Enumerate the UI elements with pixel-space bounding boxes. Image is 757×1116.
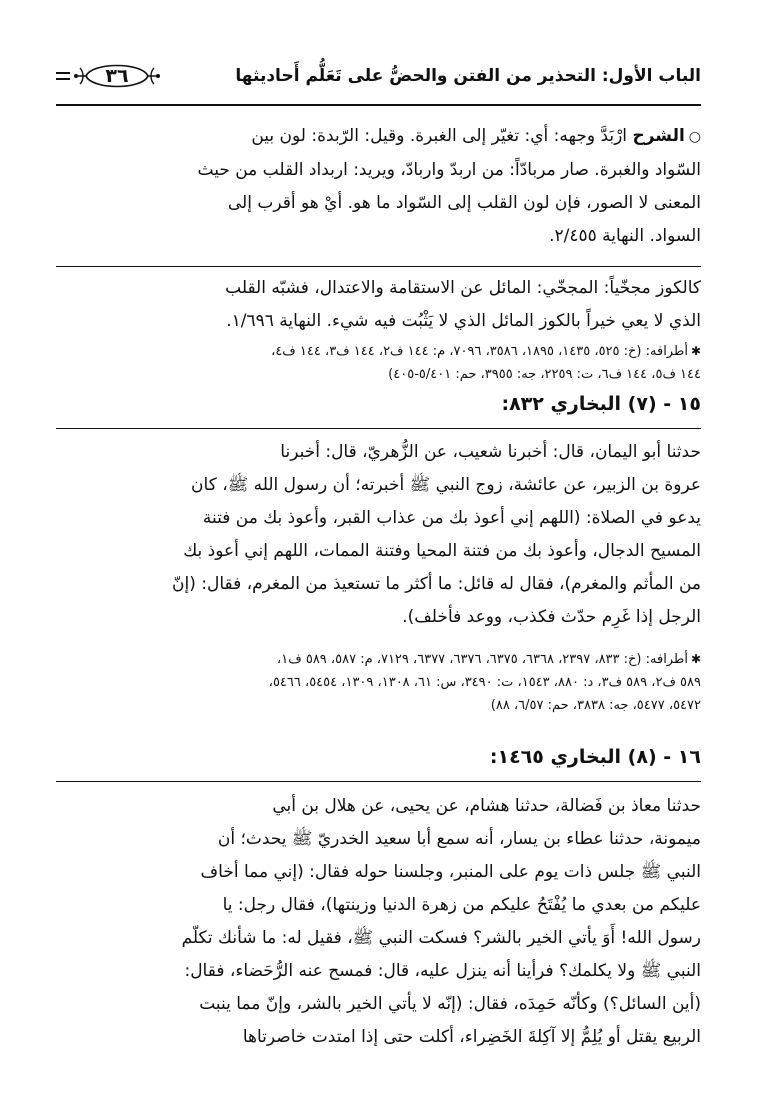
sharh-line-1: ○الشرح ارْبَدَّ وجهه: أي: تغيّر إلى الغبرة. وقيل: الرّبدة: لون بين (251, 126, 701, 146)
hadith-line: الرجل إذا غَرِم حدّث فكذب، ووعد فأخلف). (402, 607, 701, 627)
sharh-label: الشرح (632, 126, 685, 146)
header-dash (56, 78, 70, 80)
heading-rule (56, 428, 701, 429)
atraf-line: ✱أطرافه: (خ: ٥٢٥، ١٤٣٥، ١٨٩٥، ٣٥٨٦، ٧٠٩٦، م: ١٤٤ ف٢، ١٤٤ ف٣، ١٤٤ ف٤، (271, 344, 701, 359)
atraf-line: ٥٤٧٢، ٥٤٧٧، جه: ٣٨٣٨، حم: ٦/٥٧، ٨٨) (490, 698, 701, 713)
section-divider (56, 266, 701, 267)
page-number-ornament (72, 60, 162, 92)
header-dash (56, 72, 70, 74)
atraf-footnote (56, 340, 701, 386)
sharh-block (56, 120, 701, 253)
hadith-line: عليكم من بعدي ما يُفْتَحُ عليكم من زهرة الدنيا وزينتها)، فقال رجل: يا (222, 895, 701, 915)
sharh-block-2 (56, 272, 701, 338)
star-icon: ✱ (690, 652, 701, 666)
hadith-line: ميمونة، حدثنا عطاء بن يسار، أنه سمع أبا سعيد الخدريّ ﷺ يحدث؛ أن (217, 829, 701, 849)
hadith-line: حدثنا أبو اليمان، قال: أخبرنا شعيب، عن الزُّهريّ، قال: أخبرنا (280, 442, 701, 462)
hadith-line: من المأثم والمغرم)، فقال له قائل: ما أكثر ما تستعيذ من المغرم، فقال: (إنّ (172, 574, 701, 594)
star-icon: ✱ (690, 344, 701, 358)
hadith-15-heading: ١٥ - (٧) البخاري ٨٣٢: (501, 393, 701, 415)
atraf-line: ✱أطرافه: (خ: ٨٣٣، ٢٣٩٧، ٦٣٦٨، ٦٣٧٥، ٦٣٧٦، ٦٣٧٧، ٧١٢٩، م: ٥٨٧، ٥٨٩ ف١، (277, 652, 701, 667)
hadith-line: عروة بن الزبير، عن عائشة، زوج النبي ﷺ أخبرته؛ أن رسول الله ﷺ، كان (191, 475, 701, 495)
circle-bullet-icon: ○ (688, 129, 701, 145)
heading-rule (56, 781, 701, 782)
atraf-footnote (56, 648, 701, 717)
hadith-16-text (56, 790, 701, 1054)
sharh-line: السّواد والغبرة. صار مربادّاً: من اربدّ واربادّ، ويريد: اربداد القلب من حيث (197, 160, 701, 180)
chapter-title: الباب الأول: التحذير من الفتن والحضُّ على تَعَلُّم أَحاديثها (235, 66, 701, 86)
hadith-16-heading: ١٦ - (٨) البخاري ١٤٦٥: (489, 746, 701, 768)
atraf-line: ٥٨٩ ف٢، ٥٨٩ ف٣، د: ٨٨٠، ١٥٤٣، ت: ٣٤٩٠، س: ٦١، ١٣٠٨، ١٣٠٩، ٥٤٥٤، ٥٤٦٦، (268, 675, 701, 690)
sharh-line: السواد. النهاية ٢/٤٥٥. (549, 226, 701, 246)
hadith-line: حدثنا معاذ بن فَضالة، حدثنا هشام، عن يحيى، عن هلال بن أبي (272, 796, 701, 816)
hadith-line: يدعو في الصلاة: (اللهم إني أعوذ بك من عذاب القبر، وأعوذ بك من فتنة (202, 508, 701, 528)
header-rule (56, 104, 701, 106)
sharh-line: كالكوز مجخّياً: المجخّي: المائل عن الاستقامة والاعتدال، فشبّه القلب (225, 278, 701, 298)
sharh-line: المعنى لا الصور، فإن لون القلب إلى السّواد ما هو. أيْ هو أقرب إلى (227, 193, 701, 213)
hadith-15-text (56, 436, 701, 634)
running-header (56, 60, 701, 106)
page-number: ٣٦ (105, 65, 129, 87)
hadith-line: النبي ﷺ ولا يكلمك؟ فرأينا أنه ينزل عليه، قال: فمسح عنه الرُّحَضاء، فقال: (184, 961, 701, 981)
hadith-line: رسول الله! أَوَ يأتي الخير بالشر؟ فسكت النبي ﷺ، فقيل له: ما شأنك تكلّم (181, 928, 701, 948)
hadith-line: (أين السائل؟) وكأنّه حَمِدَه، فقال: (إنّه لا يأتي الخير بالشر، وإنّ مما ينبت (199, 994, 701, 1014)
hadith-line: الربيع يقتل أو يُلِمُّ إلا آكِلةَ الخَضِراء، أكلت حتى إذا امتدت خاصرتاها (242, 1027, 701, 1047)
book-page (56, 48, 701, 1108)
sharh-line: الذي لا يعي خيراً بالكوز المائل الذي لا يَثْبُت فيه شيء. النهاية ١/٦٩٦. (226, 311, 701, 331)
hadith-line: المسيح الدجال، وأعوذ بك من فتنة المحيا وفتنة الممات، اللهم إني أعوذ بك (183, 541, 701, 561)
atraf-line: ١٤٤ ف٥، ١٤٤ ف٦، ت: ٢٢٥٩، جه: ٣٩٥٥، حم: ٥/٤٠١-٤٠٥) (388, 367, 701, 382)
hadith-line: النبي ﷺ جلس ذات يوم على المنبر، وجلسنا حوله فقال: (إني مما أخاف (200, 862, 701, 882)
